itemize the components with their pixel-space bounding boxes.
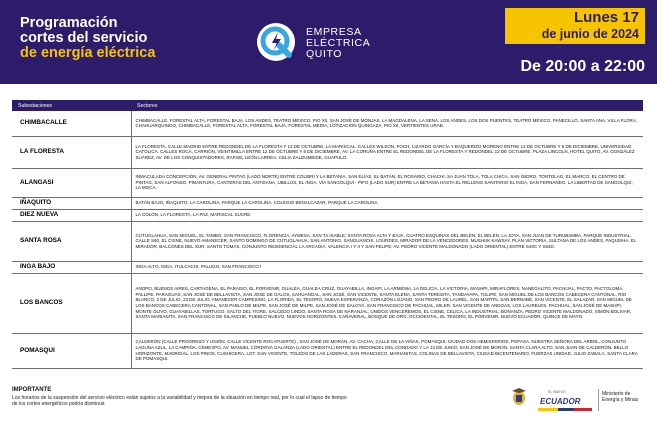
substation-name: LA FLORESTA	[12, 136, 131, 168]
company-name	[306, 27, 370, 60]
company-line-3: QUITO	[306, 48, 343, 60]
ministry-line-1: Ministerio de	[602, 391, 631, 397]
column-header-sectors: Sectores	[131, 100, 643, 111]
ministry-line-2: Energía y Minas	[602, 397, 639, 403]
table-row	[12, 221, 643, 261]
table-row	[12, 333, 643, 368]
title-line-2: cortes del servicio	[20, 30, 148, 46]
time-range: De 20:00 a 22:00	[520, 58, 645, 75]
important-note: Los horarios de la suspensión del servicio eléctrico están sujetos a la variabilidad y mejora de la situación en tiempo real, por lo cual el lapso de tiempo de los cortes energéticos podría disminuir.	[12, 395, 347, 407]
sectors-list: INGA ALTO, INGA, ITULCACHI, PALUGO, SAN FRANCISCO I	[131, 261, 643, 273]
title-line-3: de energía eléctrica	[20, 45, 156, 61]
date-box	[505, 8, 645, 44]
sectors-list: CHIMBACALLE, FORESTAL ALTA, FORESTAL BAJA, LOS ANDES, TEATRO MÉXICO, PIO XII, SAN JOSÉ DE MONJAS, LA MAGDALENA, LA SENA, LOS ANDES, LOS DOS PUENTES, TEATRO MÉXICO, PANECILLO, SANTA ANA, VILLA FLORA, CHAHUARQUINGO, CHIMBACALLE, FORESTAL ALTA, FORESTAL BAJA, FORESTAL MEDIA, LOTIZACIÓN QUINGAZA, PIO XII, VERTIENTES URAB.	[131, 111, 643, 136]
sectors-list: LA FLORESTA, CALLE MADRID ENTRE REDONDEL DE LA FLORESTA Y 12 DE OCTUBRE, LA MARISCAL, CALLES WILSON, FOCH, LIZARDO GARCÍA Y BAQUERIZO MORENO ENTRE 12 DE OCTUBRE Y 6 DE DICIEMBRE, UNIVERSIDAD CATÓLICA, CALLES ROCA, CARRIÓN, VEINTIMILLA ENTRE 12 DE OCTUBRE Y 6 DE DICIEMBRE, AV. LA CORUÑA ENTRE EL REDONDEL DE LA FLORESTA Y REDONDEL 12 DE OCTUBRE, PLAZA LINCOLN, HOTEL QUITO, AV. GONZÁLEZ SUÁREZ, AV. DE LOS CONQUISTADORES, RAFAEL LEÓN LARREA, CELIA ZALDUMBIDE, GUAPULO.	[131, 136, 643, 168]
table-row	[12, 136, 643, 168]
company-line-2: ELÉCTRICA	[306, 37, 371, 49]
date-month-year: de junio de 2024	[541, 27, 639, 41]
sectors-list: INMACULADA CONCEPCIÓN, AV. GENERAL PINTAG (LADO NORTE) ENTRE COLIBRÍ Y LA BETANIA, SAN ELÍAS, EL BATÁN, EL ROSARIO, CHACHI, SA JUAN TOLA, TOLA CHICA, SAN ISIDRO, TONTOLAG, EL MARCO, EL CENTRO DE PINTAG, SAN ALFONSO, PINANTURA, CANTERAS DEL ANTISANA, UBILLÚS, EL INGA, VÍA SANGOLQUÍ - PIFO (LADO SUR) ENTRE LA BETANIA HASTA EL RELLENO SANITARIO EL INGA, SAN FERNANDO, LA LIBERTAD DE SANGOLQUÍ, LA MOCA.	[131, 168, 643, 197]
date-day: Lunes 17	[573, 9, 639, 26]
table-row	[12, 261, 643, 273]
substation-name: DIEZ NUEVA	[12, 209, 131, 221]
title-line-1: Programación	[20, 15, 118, 31]
government-logos	[510, 385, 650, 423]
table-row	[12, 168, 643, 197]
gov-slogan-small: EL NUEVO	[548, 390, 566, 394]
substation-name: CHIMBACALLE	[12, 111, 131, 136]
substation-name: ALANGASI	[12, 168, 131, 197]
header-title	[20, 16, 155, 61]
column-header-substations: Subestaciones	[12, 100, 131, 111]
table-header-row	[12, 100, 643, 111]
sectors-list: ANOPO, BUENOS AIRES, CARTAGENA, EL PARAISO, EL PORVENIR, GUALEA, GUALEA CRUZ, GUAYABILLA, INGAPI, LA ARMENIA, LA DELICIA, LA VICTORIA, MASHPI, MIRAFLORES, NANEGALITO, PACHIJAL, PACTO, PACTOLOMA, PALLIPE, PARAGUAS, SAN JOSÉ DE BELLAVISTA, SAN JOSÉ DE GALOS, SAHUANGAL, SAN JOSÉ, SAN VICENTE, SANTA ELENA, SANTA TERESITA, TANDAYAPA, TULIPE, SAN MIGUEL DE LOS BANCOS CABECERA CANTONAL, RÍO BLANCO, 3 DE JULIO, 23 DE JULIO, AMANECER CAMPESINO, LA FLORIDA, EL TESORO, NUEVA ESPERANZA, CORAZÓN LOJANO, SAN PEDRO DE LAUREL, SAN MARTÍN, SAN BERNABÉ, SAN VICENTE, EL SALAZAR, SAN MIGUEL DE LOS BANCOS CABECERA CANTONAL, SAN PABLO DE MILPE, SAN JOSÉ DE MILPE, SAN JOSÉ DE SALOYA, SAN FRANCISCO DE PACHIJAL, MILER, SAN VICENTE DE ANDOAS, LOS LAURELES, PACHIJAL, SAN JOSÉ DE MASHPI, MONTE OLIVO, GUAYABILLAS, TORTUGO, SALTO DEL TIGRE, SALCEDO LINDO, SANTA ROSA DE NARANJAL, UNIDOS VENCEREMOS, EL CISNE, CELICA, LA INDUSTRIAL, BONANZA, PEDRO VICENTE MALDONADO, SIMÓN BOLÍVAR, SANTA MARIANITA, SAN FRANCISCO DE SILANCHE, PUEBLO NUEVO, NUEVOS HORIZONTES, CAÑAVERAL, BOSQUE DE ORO, OCCIDENTAL, EL TESORO, EL PORVENIR, NUEVO ECUADOR, QUINCE DE MAYO.	[131, 273, 643, 333]
table-row	[12, 197, 643, 209]
sectors-list: LA COLÓN, LA FLORESTA, LA PAZ, MARISCAL SUCRE.	[131, 209, 643, 221]
gov-name: ECUADOR	[540, 397, 581, 406]
table-row	[12, 273, 643, 333]
sectors-list: BATÁN BAJO, IÑAQUITO, LA CAROLINA, PARQUE LA CAROLINA, COLEGIO BENALCAZAR, PARQUE LA CAROLINA.	[131, 197, 643, 209]
table-row	[12, 209, 643, 221]
substation-name: SANTA ROSA	[12, 221, 131, 261]
ministry-name	[602, 391, 638, 403]
substation-name: INGA BAJO	[12, 261, 131, 273]
header-banner	[0, 0, 657, 84]
sectors-list: CALDERÓN (CALLE PROGRESO Y UNIÓN, CALLE VICENTE ROCAFUERTE) , SAN JOSÉ DE MORÁN, AV. CACHA, CALLE DE LA VIÑAS, POMASQUI, CIUDAD DOS HEMISFERIOS, POFASA, NUESTRA SEÑORA DEL ARBOL, CONJUNTO LAGUNA AZUL, LA CAMPIÑA, CEMEXPO, AV. MANUEL CÓRDOVA GALARZA (LADO ORIENTAL) ENTRE EL REDONDEL DEL CONDADO Y LA 13 DE JUNIO, SAN JOSÉ DE MORÁN, SANTA CLARA ALTO, SAN JUAN DE CALDERÓN, BELLO HORIZONTE, MADRIGAL, LOS PINOS, CUSHIGERA, LOT. SAN VICENTE, TOLEDO DE LAS LADERAS, SAN FRANCISCO, MARIANITAS, COLINAS DE BELLAVISTA, CIUDAD BICENTENARIO, FUERZAS UNIDAD, JULIO ZABALA, SANTA CLARA DE POMASQUI.	[131, 333, 643, 368]
coat-of-arms-icon	[510, 387, 528, 407]
schedule-table	[12, 100, 643, 369]
table-row	[12, 111, 643, 136]
substation-name: LOS BANCOS	[12, 273, 131, 333]
substation-name: IÑAQUITO	[12, 197, 131, 209]
eeq-logo-icon	[256, 22, 296, 62]
sectors-list: CUTUGLAHUA, SAN MIGUEL, EL TAMBO, SAN FRANCISCO, FLORENCIA, AYMESA, SAN TA ISABLE; SANTA ROSA ALTA Y BAJA, CUATRO ESQUINAS DEL BELÉN, EL BELÉN, LA JOYA, SAN JUAN DE TURUBAMBA, PARQUE INDUSTRIAL, CALLE S60, EL CISNE, NUEVO AMANECER, SANTO DOMINGO DE CUTUGLAHUA, SAN ANTONIO, SANGUANCHI, LOURDES, MIRADOR DE LA VENCEDORES, MUSHUK KAWSAY, PLAN VICTORIA, SULTANA DE LOS ANDES, PAQUISHA, EL MIRADOR, BALCONES DEL SUR, SANTO TOMÁS, CONJUNTO RESIDENCIAL LA ARCADIA, VALENCIA I Y II Y SAN FELIPE; AV. PEDRO VICENTE MALDONADO (LADO ORIENTAL) ENTRE S40C Y S64D.	[131, 221, 643, 261]
company-line-1: EMPRESA	[306, 26, 362, 38]
company-logo	[256, 22, 496, 64]
substation-name: POMASQUI	[12, 333, 131, 368]
logo-divider	[598, 389, 599, 411]
important-title: IMPORTANTE	[12, 387, 52, 393]
